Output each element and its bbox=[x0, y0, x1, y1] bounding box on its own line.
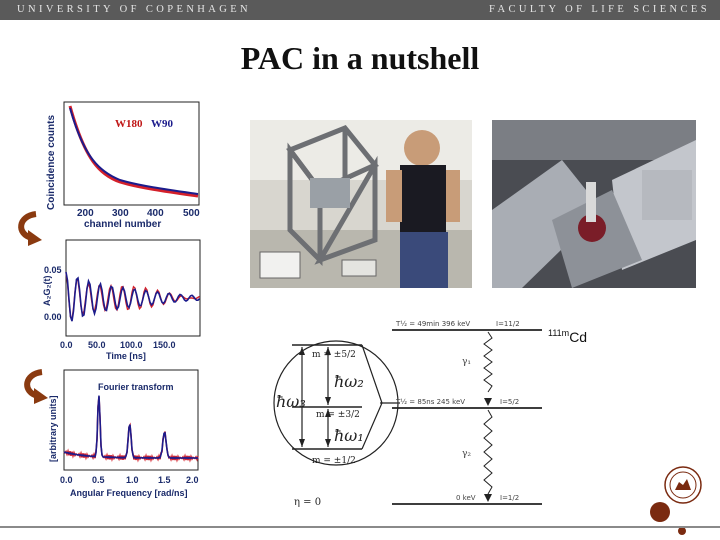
level2-right: I=5/2 bbox=[500, 398, 520, 406]
coincidence-plot bbox=[40, 100, 210, 230]
isotope-element: Cd bbox=[569, 329, 588, 345]
top-xtick-3: 500 bbox=[183, 208, 200, 219]
fourier-annotation: Fourier transform bbox=[98, 382, 174, 392]
m12-label: m = ±1/2 bbox=[312, 456, 356, 466]
top-xtick-1: 300 bbox=[112, 208, 129, 219]
footer-divider bbox=[0, 526, 720, 528]
top-ylabel: Coincidence counts bbox=[46, 114, 57, 210]
bottom-xtick-3: 1.5 bbox=[158, 475, 171, 485]
mid-xtick-3: 150.0 bbox=[153, 340, 176, 350]
faculty-name: FACULTY OF LIFE SCIENCES bbox=[489, 4, 710, 15]
level3-right: I=1/2 bbox=[500, 494, 520, 502]
header-bar bbox=[0, 0, 720, 20]
mid-xlabel: Time [ns] bbox=[106, 351, 146, 361]
hw3-label: ħω₃ bbox=[276, 392, 306, 411]
legend-w90: W90 bbox=[151, 118, 173, 130]
top-xtick-2: 400 bbox=[147, 208, 164, 219]
eta-label: η = 0 bbox=[294, 497, 322, 508]
mid-ytick-0: 0.05 bbox=[44, 265, 62, 275]
top-xlabel: channel number bbox=[84, 219, 162, 230]
gamma2-label: γ₂ bbox=[462, 449, 471, 459]
level1-left: T½ = 49min 396 keV bbox=[396, 320, 471, 328]
photo-detectors bbox=[492, 120, 696, 288]
mid-xtick-0: 0.0 bbox=[60, 340, 73, 350]
bottom-ylabel: [arbitrary units] bbox=[48, 395, 58, 462]
perturbation-plot bbox=[40, 236, 210, 364]
decay-scheme bbox=[392, 316, 548, 512]
m32-label: m = ±3/2 bbox=[316, 410, 360, 420]
photo-scientist-apparatus bbox=[250, 120, 472, 288]
fourier-plot bbox=[40, 368, 210, 504]
mid-xtick-2: 100.0 bbox=[120, 340, 143, 350]
hw2-label: ħω₂ bbox=[334, 372, 364, 391]
isotope-label bbox=[548, 328, 587, 345]
bottom-xtick-0: 0.0 bbox=[60, 475, 73, 485]
level1-right: I=11/2 bbox=[496, 320, 520, 328]
bottom-xlabel: Angular Frequency [rad/ns] bbox=[70, 488, 188, 498]
level3-left: 0 keV bbox=[456, 494, 476, 502]
mid-ytick-1: 0.00 bbox=[44, 312, 62, 322]
bottom-xtick-1: 0.5 bbox=[92, 475, 105, 485]
university-name: UNIVERSITY OF COPENHAGEN bbox=[17, 4, 252, 15]
m52-label: m = ±5/2 bbox=[312, 350, 356, 360]
decorative-dots bbox=[646, 498, 690, 538]
bottom-xtick-4: 2.0 bbox=[186, 475, 199, 485]
isotope-mass: 111m bbox=[548, 328, 570, 338]
level2-left: T½ = 85ns 245 keV bbox=[396, 398, 466, 406]
top-xtick-0: 200 bbox=[77, 208, 94, 219]
mid-xtick-1: 50.0 bbox=[88, 340, 106, 350]
hw1-label: ħω₁ bbox=[334, 426, 364, 445]
gamma1-label: γ₁ bbox=[462, 357, 471, 367]
legend-w180: W180 bbox=[115, 118, 143, 130]
slide-title: PAC in a nutshell bbox=[240, 40, 480, 76]
mid-ylabel: A₂G₂(t) bbox=[42, 275, 52, 306]
bottom-xtick-2: 1.0 bbox=[126, 475, 139, 485]
quadrupole-splitting-diagram bbox=[276, 315, 400, 515]
